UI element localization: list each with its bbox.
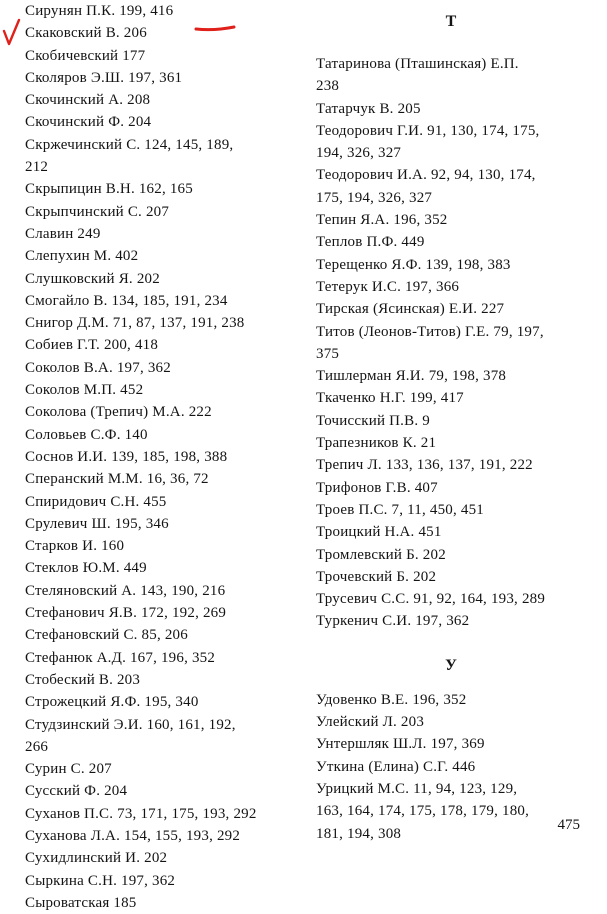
entry-text: Теодорович Г.И. 91, 130, 174, 175,	[316, 122, 540, 139]
index-entry	[316, 164, 586, 209]
section-letter: У	[445, 656, 457, 674]
entry-text: Студзинский Э.И. 160, 161, 192,	[25, 716, 236, 733]
index-entry	[25, 178, 295, 200]
entry-text: Смогайло В. 134, 185, 191, 234	[25, 292, 228, 309]
entry-text: Соснов И.И. 139, 185, 198, 388	[25, 448, 228, 465]
entry-text: Стеляновский А. 143, 190, 216	[25, 582, 226, 599]
index-entry	[316, 454, 586, 476]
entry-text: 181, 194, 308	[316, 825, 402, 842]
index-entry	[25, 67, 295, 89]
index-entry	[25, 892, 295, 914]
entry-text: Снигор Д.М. 71, 87, 137, 191, 238	[25, 315, 245, 332]
index-entry	[316, 566, 586, 588]
entry-continuation: 175, 194, 326, 327	[316, 189, 433, 206]
entry-continuation: 266	[25, 738, 49, 755]
entry-text: Стефанюк А.Д. 167, 196, 352	[25, 649, 216, 666]
index-entry	[25, 357, 295, 379]
index-entry	[316, 733, 586, 755]
entry-continuation: 194, 326, 327	[316, 145, 402, 162]
index-entry	[25, 245, 295, 267]
index-entry	[25, 379, 295, 401]
index-entry	[316, 53, 586, 98]
index-entry	[316, 410, 586, 432]
index-entry	[316, 276, 586, 298]
index-entry	[316, 432, 586, 454]
index-entry	[25, 669, 295, 691]
index-entry	[25, 624, 295, 646]
entry-text: Теплов П.Ф. 449	[316, 234, 425, 251]
entry-text: Татарчук В. 205	[316, 100, 421, 117]
section-gap	[316, 677, 586, 689]
entry-text: Соколов В.А. 197, 362	[25, 359, 171, 376]
index-entry	[25, 268, 295, 290]
entry-text: Троев П.С. 7, 11, 450, 451	[316, 501, 484, 518]
entry-text: Сирунян П.К. 199, 416	[25, 3, 174, 19]
index-entry	[25, 513, 295, 535]
index-entry	[316, 778, 586, 823]
index-entry	[25, 468, 295, 490]
index-entry	[316, 477, 586, 499]
index-entry-marked	[25, 22, 295, 44]
index-entry	[316, 120, 586, 165]
index-entry	[316, 387, 586, 409]
entry-text: Сколяров Э.Ш. 197, 361	[25, 69, 183, 86]
entry-text: Туркенич С.И. 197, 362	[316, 613, 470, 630]
entry-text: Скочинский А. 208	[25, 92, 151, 109]
entry-text: Татаринова (Пташинская) Е.П.	[316, 56, 519, 72]
index-entry	[316, 321, 586, 366]
entry-continuation: 375	[316, 345, 340, 362]
entry-text: Соколова (Трепич) М.А. 222	[25, 404, 212, 421]
entry-text: Тетерук И.С. 197, 366	[316, 278, 460, 295]
entry-text: Тромлевский Б. 202	[316, 546, 446, 563]
entry-text: Скочинский Ф. 204	[25, 114, 152, 131]
entry-text: Тирская (Ясинская) Е.И. 227	[316, 301, 505, 318]
entry-text: Удовенко В.Е. 196, 352	[316, 691, 467, 708]
entry-text: Суханов П.С. 73, 171, 175, 193, 292	[25, 805, 257, 822]
entry-text: Трепич Л. 133, 136, 137, 191, 222	[316, 457, 533, 474]
entry-text: Срулевич Ш. 195, 346	[25, 515, 169, 532]
entry-continuation: 238	[316, 78, 340, 95]
index-entry	[316, 298, 586, 320]
entry-text: Соловьев С.Ф. 140	[25, 426, 148, 443]
left-column	[25, 0, 295, 914]
entry-text: Сыркина С.Н. 197, 362	[25, 872, 176, 889]
index-entry	[25, 0, 295, 22]
index-entry	[25, 647, 295, 669]
index-entry	[25, 446, 295, 468]
index-entry	[316, 610, 586, 632]
entry-text: Скрыпицин В.Н. 162, 165	[25, 181, 193, 198]
index-entry	[25, 134, 295, 179]
check-mark-icon	[4, 20, 19, 44]
index-entry	[25, 780, 295, 802]
entry-text: Славин 249	[25, 225, 101, 242]
index-entry	[316, 588, 586, 610]
entry-text: Уткина (Елина) С.Г. 446	[316, 758, 476, 775]
entry-text: Трифонов Г.В. 407	[316, 479, 438, 496]
entry-text: Скобичевский 177	[25, 47, 146, 64]
entry-text: Трапезников К. 21	[316, 435, 437, 452]
index-entry	[25, 758, 295, 780]
entry-text: Спиридович С.Н. 455	[25, 493, 167, 510]
index-entry	[316, 711, 586, 733]
entry-text: Скаковский В. 206	[25, 25, 147, 42]
index-entry	[316, 254, 586, 276]
index-entry	[25, 580, 295, 602]
index-entry	[25, 491, 295, 513]
index-entry	[25, 223, 295, 245]
index-entry	[25, 111, 295, 133]
index-entry	[316, 756, 586, 778]
index-entry	[25, 602, 295, 624]
index-entry	[316, 209, 586, 231]
entry-text: Титов (Леонов-Титов) Г.Е. 79, 197,	[316, 323, 544, 340]
index-entry	[25, 401, 295, 423]
entry-text: Трочевский Б. 202	[316, 568, 437, 585]
entry-continuation: 163, 164, 174, 175, 178, 179, 180,	[316, 803, 530, 820]
index-entry	[316, 689, 586, 711]
index-entry	[25, 535, 295, 557]
entry-text: Сыроватская 185	[25, 894, 137, 911]
index-entry	[25, 691, 295, 713]
right-column	[316, 11, 586, 845]
entry-text: Стобеский В. 203	[25, 671, 141, 688]
entry-text: Соколов М.П. 452	[25, 382, 144, 399]
entry-text: Сурин С. 207	[25, 761, 112, 778]
entry-text: Стефанович Я.В. 172, 192, 269	[25, 605, 227, 622]
index-entry	[316, 365, 586, 387]
index-entry	[316, 823, 586, 845]
entry-text: Строжецкий Я.Ф. 195, 340	[25, 694, 199, 711]
index-entry	[25, 870, 295, 892]
entry-text: Улейский Л. 203	[316, 714, 425, 731]
section-gap	[316, 33, 586, 53]
section-gap	[316, 633, 586, 655]
index-entry	[25, 201, 295, 223]
entry-text: Скржечинский С. 124, 145, 189,	[25, 136, 234, 153]
index-entry	[25, 45, 295, 67]
entry-text: Стефановский С. 85, 206	[25, 627, 188, 644]
entry-text: Суханова Л.А. 154, 155, 193, 292	[25, 827, 241, 844]
entry-text: Слепухин М. 402	[25, 248, 139, 265]
entry-text: Сусский Ф. 204	[25, 783, 128, 800]
index-entry	[25, 557, 295, 579]
entry-text: Сперанский М.М. 16, 36, 72	[25, 471, 209, 488]
index-entry	[25, 89, 295, 111]
index-entry	[25, 803, 295, 825]
entry-text: Старков И. 160	[25, 538, 125, 555]
entry-text: Слушковский Я. 202	[25, 270, 160, 287]
entry-text: Скрыпчинский С. 207	[25, 203, 170, 220]
entry-text: Тепин Я.А. 196, 352	[316, 212, 448, 229]
entry-text: Ткаченко Н.Г. 199, 417	[316, 390, 464, 407]
index-entry	[25, 312, 295, 334]
index-entry	[25, 714, 295, 759]
entry-text: Терещенко Я.Ф. 139, 198, 383	[316, 256, 511, 273]
entry-text: Унтершляк Ш.Л. 197, 369	[316, 736, 485, 753]
entry-text: Собиев Г.Т. 200, 418	[25, 337, 159, 354]
page-number: 475	[557, 817, 580, 833]
index-entry	[316, 499, 586, 521]
entry-text: Теодорович И.А. 92, 94, 130, 174,	[316, 167, 536, 184]
entry-continuation: 212	[25, 159, 49, 176]
entry-text: Сухидлинский И. 202	[25, 850, 168, 867]
index-entry	[25, 424, 295, 446]
index-entry	[25, 334, 295, 356]
entry-text: Урицкий М.С. 11, 94, 123, 129,	[316, 780, 518, 797]
entry-text: Стеклов Ю.М. 449	[25, 560, 147, 577]
index-entry	[25, 847, 295, 869]
index-entry	[25, 290, 295, 312]
index-entry	[316, 231, 586, 253]
entry-text: Точисский П.В. 9	[316, 412, 430, 429]
section-letter: Т	[445, 13, 457, 30]
entry-text: Тишлерман Я.И. 79, 198, 378	[316, 368, 507, 385]
index-entry	[316, 98, 586, 120]
index-entry	[316, 521, 586, 543]
entry-text: Троицкий Н.А. 451	[316, 524, 442, 541]
entry-text: Трусевич С.С. 91, 92, 164, 193, 289	[316, 591, 546, 608]
index-entry	[316, 544, 586, 566]
